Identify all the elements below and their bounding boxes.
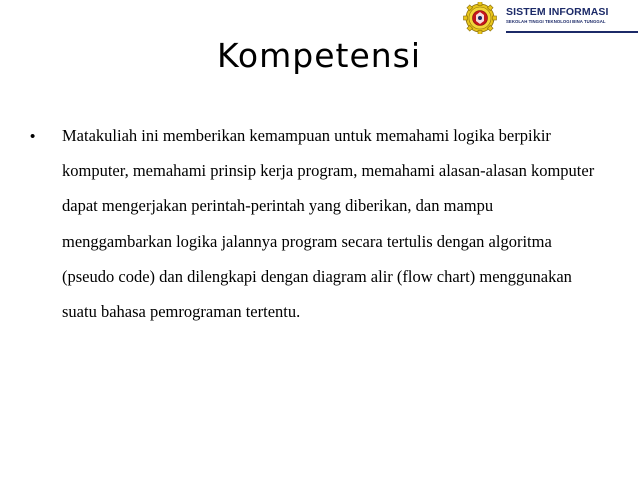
bullet-item xyxy=(30,122,600,329)
bullet-marker: • xyxy=(30,128,36,145)
slide-title: Kompetensi xyxy=(216,36,422,75)
institution-emblem-icon xyxy=(462,2,498,34)
bullet-text: Matakuliah ini memberikan kemampuan untuk memahami logika berpikir komputer, memahami prinsip kerja program, memahami alasan-alasan komputer dapat mengerjakan perintah-perintah yang diberikan, dan mampu menggambarkan logika jalannya program secara tertulis dengan algoritma (pseudo code) dan dilengkapi dengan diagram alir (flow chart) menggunakan suatu bahasa pemrograman tertentu. xyxy=(62,126,595,322)
logo-subtitle: SEKOLAH TINGGI TEKNOLOGI BINA TUNGGAL xyxy=(506,19,606,24)
logo-title: SISTEM INFORMASI xyxy=(506,6,609,18)
logo-divider xyxy=(506,31,638,33)
